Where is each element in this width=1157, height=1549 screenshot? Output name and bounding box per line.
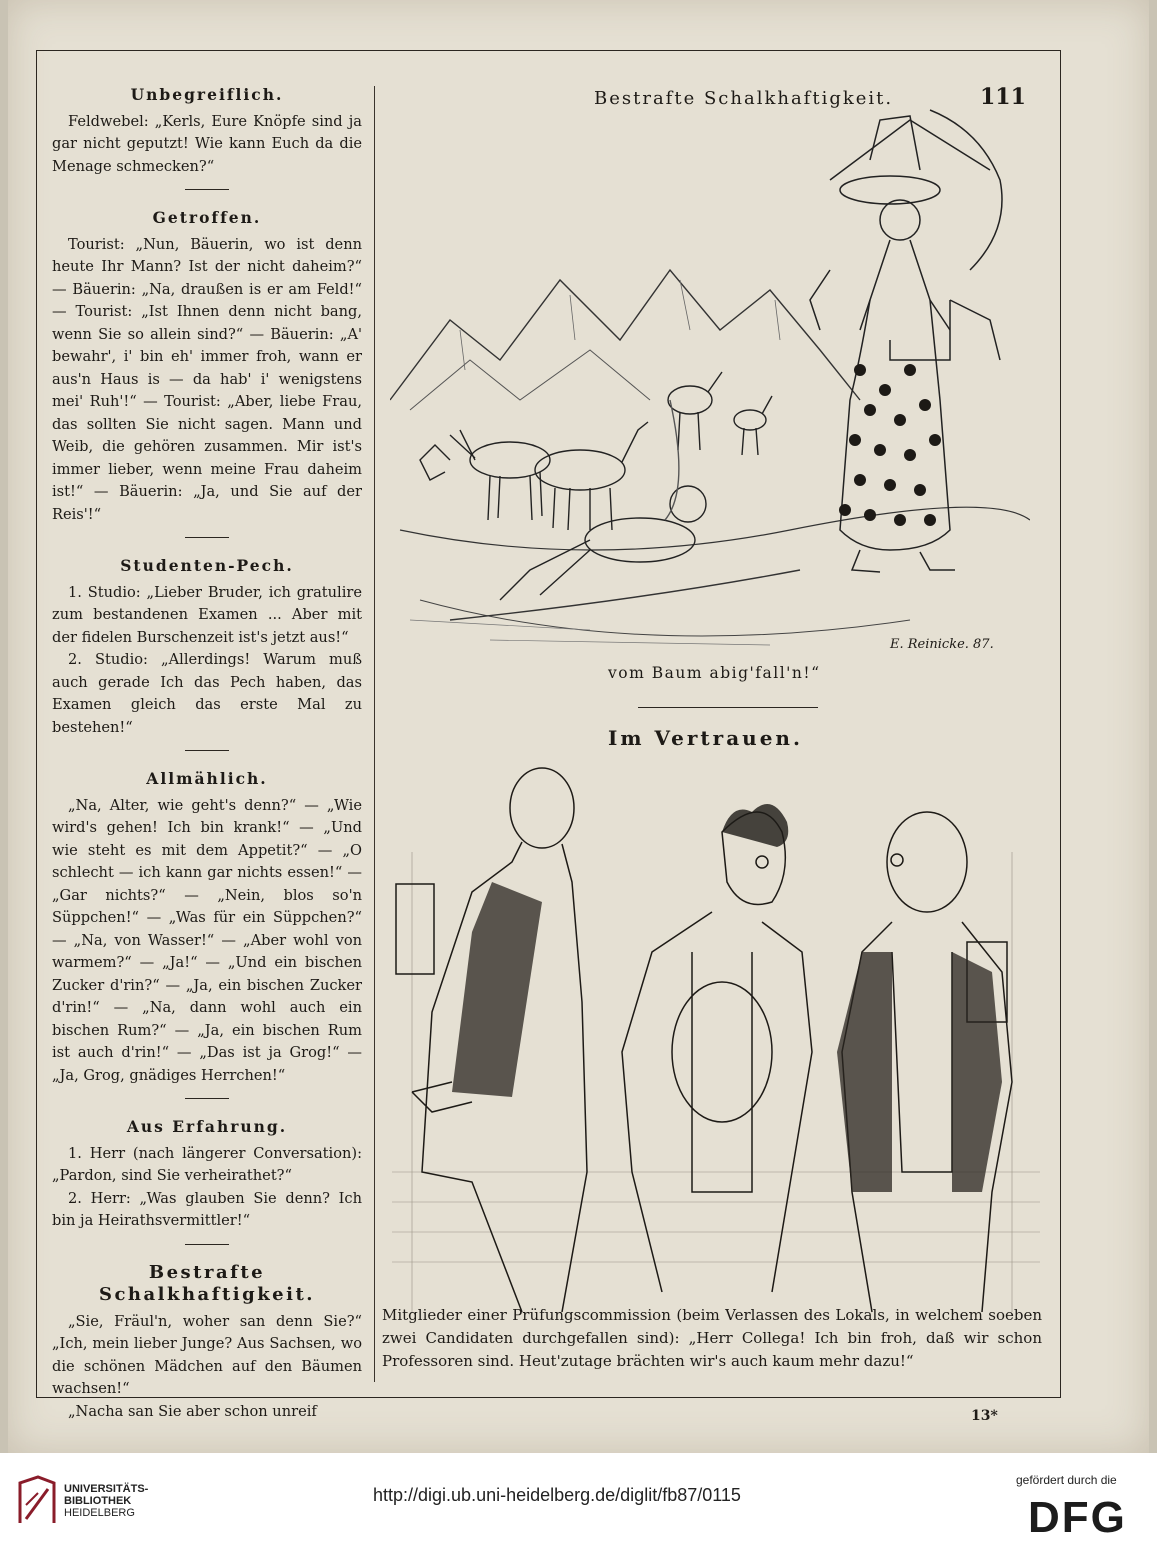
section-paragraph: 1. Studio: „Lieber Bruder, ich gratulire zum bestandenen Examen ... Aber mit der fidelen Burschenzeit ist's jetzt aus!“ <box>52 583 362 646</box>
separator <box>185 750 229 751</box>
section-bestrafte-schalkhaftigkeit <box>52 1262 362 1424</box>
section-title: Getroffen. <box>152 208 262 227</box>
column-rule <box>374 86 375 1382</box>
section-title: Unbegreiflich. <box>130 85 284 104</box>
library-name <box>64 1483 148 1519</box>
section-allmaehlich <box>52 768 362 1087</box>
dfg-logo: DFG <box>1028 1493 1127 1542</box>
section-getroffen <box>52 207 362 526</box>
illustration-caption-top: vom Baum abig'fall'n!“ <box>608 664 821 682</box>
section-title: Aus Erfahrung. <box>126 1117 288 1136</box>
section-title: Bestrafte Schalkhaftigkeit. <box>98 1261 316 1305</box>
separator <box>185 537 229 538</box>
section-paragraph: Feldwebel: „Kerls, Eure Knöpfe sind ja gar nicht geputzt! Wie kann Euch da die Menage schmecken?“ <box>52 112 362 175</box>
library-name-line: HEIDELBERG <box>64 1507 135 1519</box>
section-studenten-pech <box>52 555 362 739</box>
section-paragraph: „Nacha san Sie aber schon unreif <box>68 1402 317 1420</box>
newspaper-page <box>8 0 1149 1453</box>
section-aus-erfahrung <box>52 1116 362 1233</box>
section-paragraph: Tourist: „Nun, Bäuerin, wo ist denn heute Ihr Mann? Ist der nicht daheim?“ — Bäuerin: „Na, draußen is er am Feld!“ — Tourist: „Ist Ihnen denn nicht bang, wenn Sie so allein sind?“ — Bäuerin: „A' bewahr', i' bin eh' immer froh, wann er aus'n Haus is — da hab' i' wenigstens mei' Ruh'!“ — Tourist: „Aber, liebe Frau, das sollten Sie nicht sagen. Mann und Weib, die gehören zusammen. Mir ist's immer lieber, wenn meine Frau daheim ist!“ — Bäuerin: „Ja, und Sie auf der Reis'!“ <box>52 235 362 523</box>
section-paragraph: „Na, Alter, wie geht's denn?“ — „Wie wird's gehen! Ich bin krank!“ — „Und wie steht es mit dem Appetit?“ — „O schlecht — ich kann gar nichts essen!“ — „Gar nichts?“ — „Nein, blos so'n Süppchen!“ — „Was für ein Süppchen?“ — „Na, von Wasser!“ — „Aber wohl von warmem?“ — „Ja!“ — „Und ein bischen Zucker d'rin?“ — „Ja, ein bischen Zucker d'rin!“ — „Na, dann wohl auch ein bischen Rum?“ — „Ja, ein bischen Rum ist auch d'rin!“ — „Das ist ja Grog!“ — „Ja, Grog, gnädiges Herrchen!“ <box>52 796 362 1084</box>
section-title: Allmählich. <box>146 769 268 788</box>
separator <box>185 189 229 190</box>
separator <box>638 707 818 708</box>
left-column <box>52 84 362 1423</box>
section-paragraph: 2. Studio: „Allerdings! Warum muß auch gerade Ich das Pech haben, das Examen gleich das erste Mal zu bestehen!“ <box>52 651 362 736</box>
illustration-three-professors <box>392 752 1040 1318</box>
university-library-logo-icon <box>18 1475 56 1525</box>
section-paragraph: 2. Herr: „Was glauben Sie denn? Ich bin ja Heirathsvermittler!“ <box>52 1189 362 1229</box>
illustration-caption-bottom: Mitglieder einer Prüfungscommission (beim Verlassen des Lokals, in welchem soeben zwei Candidaten durchgefallen sind): „Herr Collega! Ich bin froh, daß wir schon Professoren sind. Heut'zutage brächten wir's auch kaum mehr dazu!“ <box>382 1306 1042 1370</box>
library-name-line: BIBLIOTHEK <box>64 1495 132 1507</box>
section-paragraph: „Sie, Fräul'n, woher san denn Sie?“ „Ich, mein lieber Junge? Aus Sachsen, wo die schönen Mädchen auf den Bäumen wachsen!“ <box>52 1312 362 1397</box>
separator <box>185 1098 229 1099</box>
permalink-url[interactable]: http://digi.ub.uni-heidelberg.de/diglit/fb87/0115 <box>373 1485 741 1505</box>
illustration-tourist-and-goats <box>390 100 1030 660</box>
section-title: Studenten-Pech. <box>120 556 294 575</box>
separator <box>185 1244 229 1245</box>
library-name-line: UNIVERSITÄTS- <box>64 1483 149 1495</box>
section-unbegreiflich <box>52 84 362 178</box>
viewer-footer <box>0 1453 1157 1549</box>
running-title: Bestrafte Schalkhaftigkeit. <box>594 88 894 109</box>
illustration-signature: E. Reinicke. 87. <box>890 637 994 652</box>
section-title-im-vertrauen: Im Vertrauen. <box>608 726 803 750</box>
funded-by-label: gefördert durch die <box>1016 1473 1117 1487</box>
section-paragraph: 1. Herr (nach längerer Conversation): „Pardon, sind Sie verheirathet?“ <box>52 1144 362 1184</box>
folio-mark: 13* <box>971 1408 998 1424</box>
page-number: 111 <box>980 84 1026 110</box>
